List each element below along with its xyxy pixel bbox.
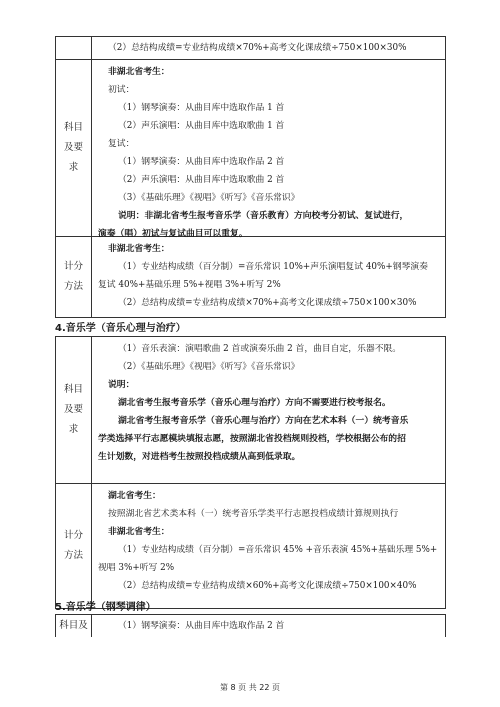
row-label-subjects: 科目及 (56, 615, 92, 637)
text-line: 湖北省考生报考音乐学（音乐心理与治疗）方向在艺术本科（一）统考音乐 (118, 416, 409, 426)
table-row (56, 337, 445, 483)
row-label-empty (56, 37, 92, 59)
page-footer: 第 8 页 共 22 页 (220, 683, 280, 692)
text-line: 非湖北省考生： (108, 527, 170, 537)
text-line: 演奏（唱）初试与复试曲目可以重复。 (98, 229, 248, 239)
text-line: 复试： (108, 139, 135, 149)
table-cell (92, 484, 445, 608)
text-line: 初试： (108, 85, 135, 95)
table-cell (92, 60, 445, 239)
text-line: （2）总结构成绩=专业结构成绩×70%+高考文化课成绩÷750×100×30% (118, 298, 417, 308)
table-cell (92, 615, 445, 637)
text-line: （1）钢琴演奏：从曲目库中选取作品 2 首 (118, 621, 285, 631)
table-piano-tuning (55, 614, 446, 637)
text-line: （1）专业结构成绩（百分制）=音乐常识 10%+声乐演唱复试 40%+钢琴演奏 (118, 262, 428, 272)
text-line: （1）专业结构成绩（百分制）=音乐常识 45% +音乐表演 45%+基础乐理 5%+ (118, 545, 438, 555)
table-row (56, 615, 445, 637)
table-row (56, 59, 445, 239)
row-label-subjects: 科目及要求 (56, 337, 92, 483)
table-row (56, 37, 445, 59)
text-line: 按照湖北省艺术类本科（一）统考音乐学类平行志愿投档成绩计算规则执行 (108, 509, 399, 519)
text-line: 非湖北省考生： (108, 67, 170, 77)
text-line: 说明：非湖北省考生报考音乐学（音乐教育）方向校考分初试、复试进行， (118, 211, 409, 221)
text-line: 学类选择平行志愿模块填报志愿，按照湖北省投档规则投档，学校根据公布的招 (98, 434, 406, 444)
text-line: （2）声乐演唱：从曲目库中选取歌曲 1 首 (118, 121, 285, 131)
section-heading: 4.音乐学（音乐心理与治疗） (55, 323, 186, 334)
text-line: （1）钢琴演奏：从曲目库中选取作品 2 首 (118, 157, 285, 167)
text-line: （2）总结构成绩=专业结构成绩×60%+高考文化课成绩÷750×100×40% (118, 581, 417, 591)
text-line: 湖北省考生报考音乐学（音乐心理与治疗）方向不需要进行校考报名。 (118, 398, 391, 408)
text-line: 非湖北省考生： (108, 244, 170, 254)
table-row (56, 236, 445, 317)
text-line: 视唱 3%+听写 2% (98, 563, 175, 573)
table-music-therapy (55, 336, 446, 609)
text-line: 生计划数，对进档考生按照投档成绩从高到低录取。 (98, 452, 301, 462)
section-heading: 5.音乐学（钢琴调律） (55, 602, 156, 613)
text-line: 湖北省考生： (108, 491, 161, 501)
text-line: （2）《基础乐理》《视唱》《听写》《音乐常识》 (118, 362, 300, 372)
row-label-scoring: 计分方法 (56, 484, 92, 608)
text-line: 说明： (108, 380, 135, 390)
table-row (56, 483, 445, 608)
text-line: （2）总结构成绩=专业结构成绩×70%+高考文化课成绩÷750×100×30% (108, 43, 407, 53)
table-cell (92, 37, 445, 59)
text-line: （3）《基础乐理》《视唱》《听写》《音乐常识》 (118, 193, 300, 203)
table-cell (92, 337, 445, 483)
row-label-subjects: 科目及要求 (56, 60, 92, 236)
text-line: （2）声乐演唱：从曲目库中选取歌曲 2 首 (118, 175, 285, 185)
table-cell (92, 237, 445, 317)
text-line: （1）音乐表演：演唱歌曲 2 首或演奏乐曲 2 首，曲目自定，乐器不限。 (118, 344, 402, 354)
text-line: （1）钢琴演奏：从曲目库中选取作品 1 首 (118, 103, 285, 113)
text-line: 复试 40%+基础乐理 5%+视唱 3%+听写 2% (98, 280, 281, 290)
row-label-scoring: 计分方法 (56, 237, 92, 317)
table-continued (55, 36, 446, 318)
